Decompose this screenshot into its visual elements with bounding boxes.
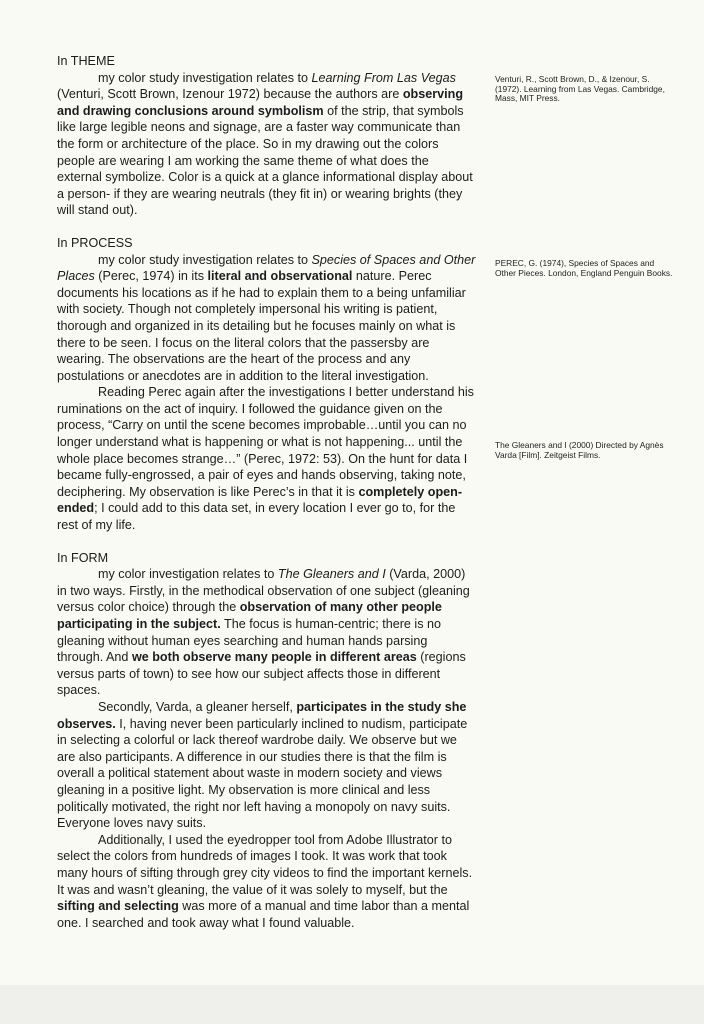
- section-heading-form: In FORM: [57, 550, 109, 565]
- text-run: (Varda, 2000) in two ways. Firstly, in the methodical observation of one subject (gleaning versus color choice) through the: [57, 567, 470, 615]
- text-run: my color study investigation relates to: [98, 252, 312, 267]
- emphasis: sifting and selecting: [57, 899, 179, 914]
- book-title: Species of Spaces and Other Places: [57, 252, 476, 284]
- text-run: Additionally, I used the eyedropper tool from Adobe Illustrator to select the colors from hundreds of images I took. It was work that took many hours of sifting through grey city videos to find the important kernels. It was and wasn’t gleaning, the value of it was solely to myself, but the: [57, 832, 473, 897]
- text-run: my color study investigation relates to: [98, 70, 312, 85]
- text-run: The focus is human-centric; there is no gleaning without human eyes searching and human hands parsing through. And: [57, 617, 442, 665]
- section-form: [57, 550, 477, 932]
- text-run: my color investigation relates to: [98, 567, 278, 582]
- text-run: ; I could add to this data set, in every location I ever go to, for the rest of my life.: [57, 501, 456, 533]
- paragraph-theme-1: [57, 70, 477, 219]
- text-run: of the strip, that symbols like large legible neons and signage, are a faster way communicate than the form or architecture of the place. So in my drawing out the colors people are wearing I am working the same theme of what does the external symbolize. Color is a quick at a glance informational display about a person- if they are wearing neutrals (they fit in) or wearing brights (they will stand out).: [57, 103, 473, 218]
- emphasis: observing and drawing conclusions around symbolism: [57, 87, 464, 118]
- page-bottom-band: [0, 985, 704, 1024]
- sidenote-perec: PEREC, G. (1974), Species of Spaces and Other Pieces. London, England Penguin Books.: [495, 258, 673, 278]
- paragraph-process-2: [57, 384, 477, 533]
- sidenote-varda: The Gleaners and I (2000) Directed by Agnès Varda [Film]. Zeitgeist Films.: [495, 440, 664, 460]
- text-run: (Venturi, Scott Brown, Izenour 1972) because the authors are: [57, 87, 403, 102]
- text-run: Secondly, Varda, a gleaner herself,: [98, 699, 297, 714]
- section-process: [57, 235, 477, 534]
- text-run: (Perec, 1974) in its: [94, 269, 208, 284]
- film-title: The Gleaners and I: [277, 567, 386, 582]
- paragraph-form-1: [57, 566, 477, 699]
- section-heading-process: In PROCESS: [57, 235, 133, 250]
- emphasis: participates in the study she observes.: [57, 699, 467, 731]
- section-theme: [57, 53, 477, 219]
- text-run: I, having never been particularly inclined to nudism, participate in selecting a colorful or lack thereof wardrobe daily. We observe but we are also participants. A difference in our studies there is that the film is overall a political statement about waste in modern society and views gleaning in a positive light. My observation is more clinical and less politically motivated, the right nor left having a monopoly on navy suits. Everyone loves navy suits.: [57, 716, 468, 831]
- paragraph-process-1: [57, 252, 477, 385]
- book-title: Learning From Las Vegas: [311, 70, 456, 85]
- text-run: Reading Perec again after the investigations I better understand his ruminations on the act of inquiry. I followed the guidance given on the process, “Carry on until the scene becomes improbable…until you can no longer understand what is happening or what is not happening... until the whole place becomes strange…” (Perec, 1972: 53). On the hunt for data I became fully-engrossed, a pair of eyes and hands observing, taking note, deciphering. My observation is like Perec’s in that it is: [57, 385, 474, 499]
- text-run: nature. Perec documents his locations as if he had to explain them to a being unfamiliar with society. Though not completely impersonal his writing is patient, thorough and organized in its detailing but he focuses mainly on what is there to be seen. I focus on the literal colors that the passersby are wearing. The observations are the heart of the process and any postulations or anecdotes are in addition to the literal investigation.: [57, 269, 466, 383]
- sidenote-venturi: Venturi, R., Scott Brown, D., & Izenour, S. (1972). Learning from Las Vegas. Cambridge, Mass, MIT Press.: [495, 74, 665, 104]
- text-run: was more of a manual and time labor than a mental one. I searched and took away what I found valuable.: [57, 899, 470, 930]
- essay-body: [57, 53, 477, 947]
- paragraph-form-2: [57, 699, 477, 832]
- emphasis: literal and observational: [207, 269, 353, 284]
- text-run: (regions versus parts of town) to see how our subject affects those in different spaces.: [57, 650, 466, 698]
- emphasis: we both observe many people in different areas: [131, 650, 417, 665]
- emphasis: observation of many other people participating in the subject.: [57, 600, 442, 631]
- paragraph-form-3: [57, 832, 477, 932]
- section-heading-theme: In THEME: [57, 54, 115, 68]
- emphasis: completely open-ended: [57, 484, 463, 516]
